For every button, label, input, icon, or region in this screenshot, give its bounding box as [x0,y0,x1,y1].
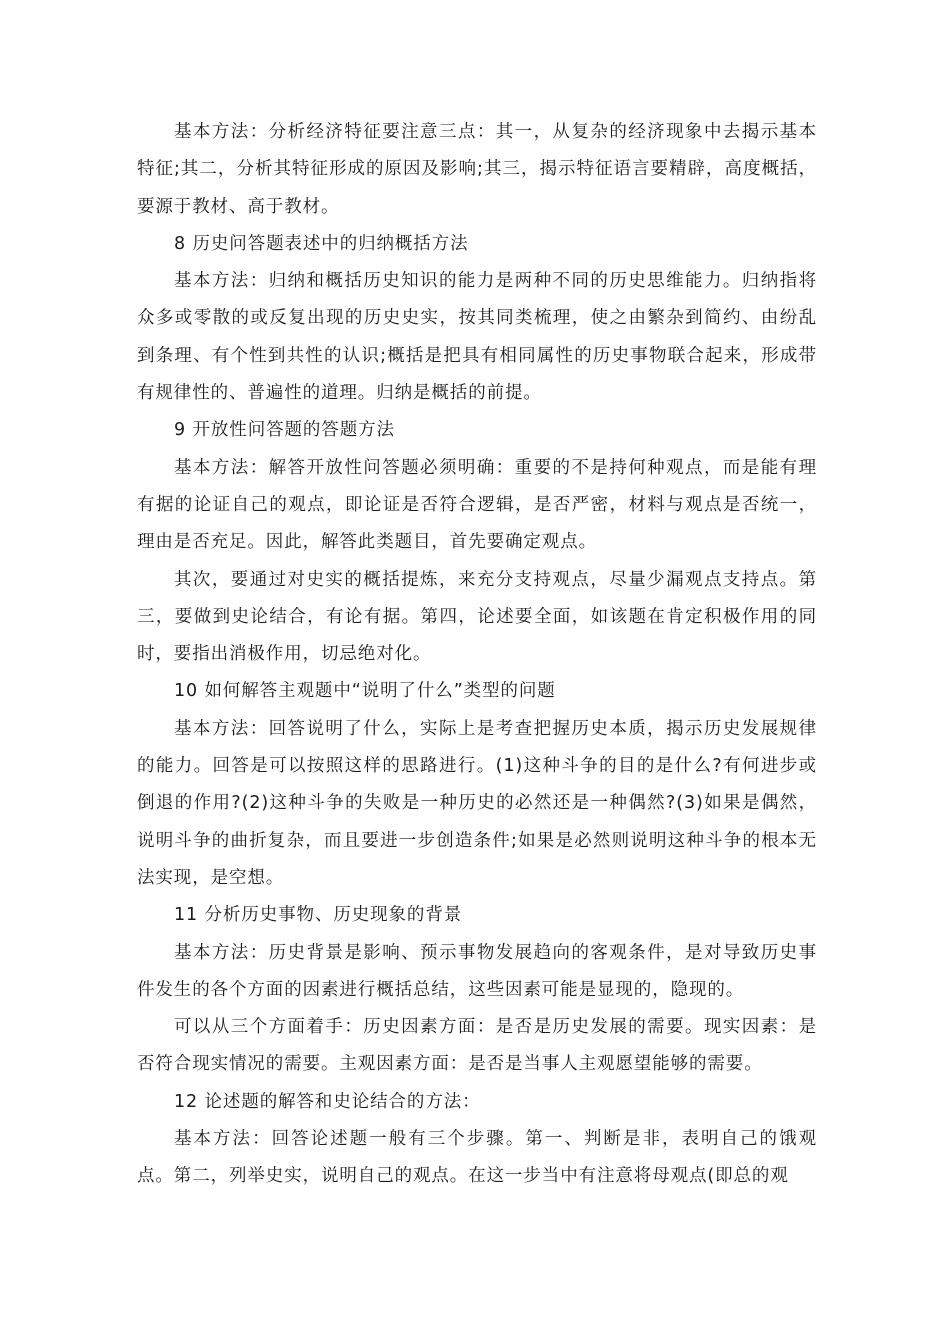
heading-10-what-it-shows: 10 如何解答主观题中“说明了什么”类型的问题 [174,681,556,702]
paragraph-three-aspects: 可以从三个方面着手：历史因素方面：是否是历史发展的需要。现实因素：是否符合现实情况的需要。主观因素方面：是否是当事人主观愿望能够的需要。 [137,1017,817,1075]
heading-9-open-questions: 9 开放性问答题的答题方法 [174,420,395,441]
paragraph-induction-method: 基本方法：归纳和概括历史知识的能力是两种不同的历史思维能力。归纳指将众多或零散的或反复出现的历史史实，按其同类梳理，使之由繁杂到简约、由纷乱到条理、有个性到共性的认识;概括是把具有相同属性的历史事物联合起来，形成带有规律性的、普遍性的道理。归纳是概括的前提。 [137,271,817,404]
paragraph-economic-features: 基本方法：分析经济特征要注意三点：其一，从复杂的经济现象中去揭示基本特征;其二，分析其特征形成的原因及影响;其三，揭示特征语言要精辟，高度概括，要源于教材、高于教材。 [137,122,817,217]
paragraph-open-questions: 基本方法：解答开放性问答题必须明确：重要的不是持何种观点，而是能有理有据的论证自己的观点，即论证是否符合逻辑，是否严密，材料与观点是否统一，理由是否充足。因此，解答此类题目，首先要确定观点。 [137,457,817,553]
paragraph-what-it-shows: 基本方法：回答说明了什么，实际上是考查把握历史本质，揭示历史发展规律的能力。回答是可以按照这样的思路进行。(1)这种斗争的目的是什么?有何进步或倒退的作用?(2)这种斗争的失败是一种历史的必然还是一种偶然?(3)如果是偶然，说明斗争的曲折复杂，而且要进一步创造条件;如果是必然则说明这种斗争的根本无法实现，是空想。 [137,718,817,888]
paragraph-open-questions-continued: 其次，要通过对史实的概括提炼，来充分支持观点，尽量少漏观点支持点。第三，要做到史论结合，有论有据。第四，论述要全面，如该题在肯定积极作用的同时，要指出消极作用，切忌绝对化。 [137,569,817,665]
document-page [137,114,817,1196]
paragraph-essay-questions: 基本方法：回答论述题一般有三个步骤。第一、判断是非，表明自己的饿观点。第二，列举史实，说明自己的观点。在这一步当中有注意将母观点(即总的观 [137,1129,817,1187]
heading-12-essay-questions: 12 论述题的解答和史论结合的方法： [174,1091,481,1112]
heading-11-historical-background: 11 分析历史事物、历史现象的背景 [174,905,463,926]
paragraph-historical-background: 基本方法：历史背景是影响、预示事物发展趋向的客观条件，是对导致历史事件发生的各个方面的因素进行概括总结，这些因素可能是显现的，隐现的。 [137,942,817,1000]
heading-8-induction-method: 8 历史问答题表述中的归纳概括方法 [174,233,469,254]
